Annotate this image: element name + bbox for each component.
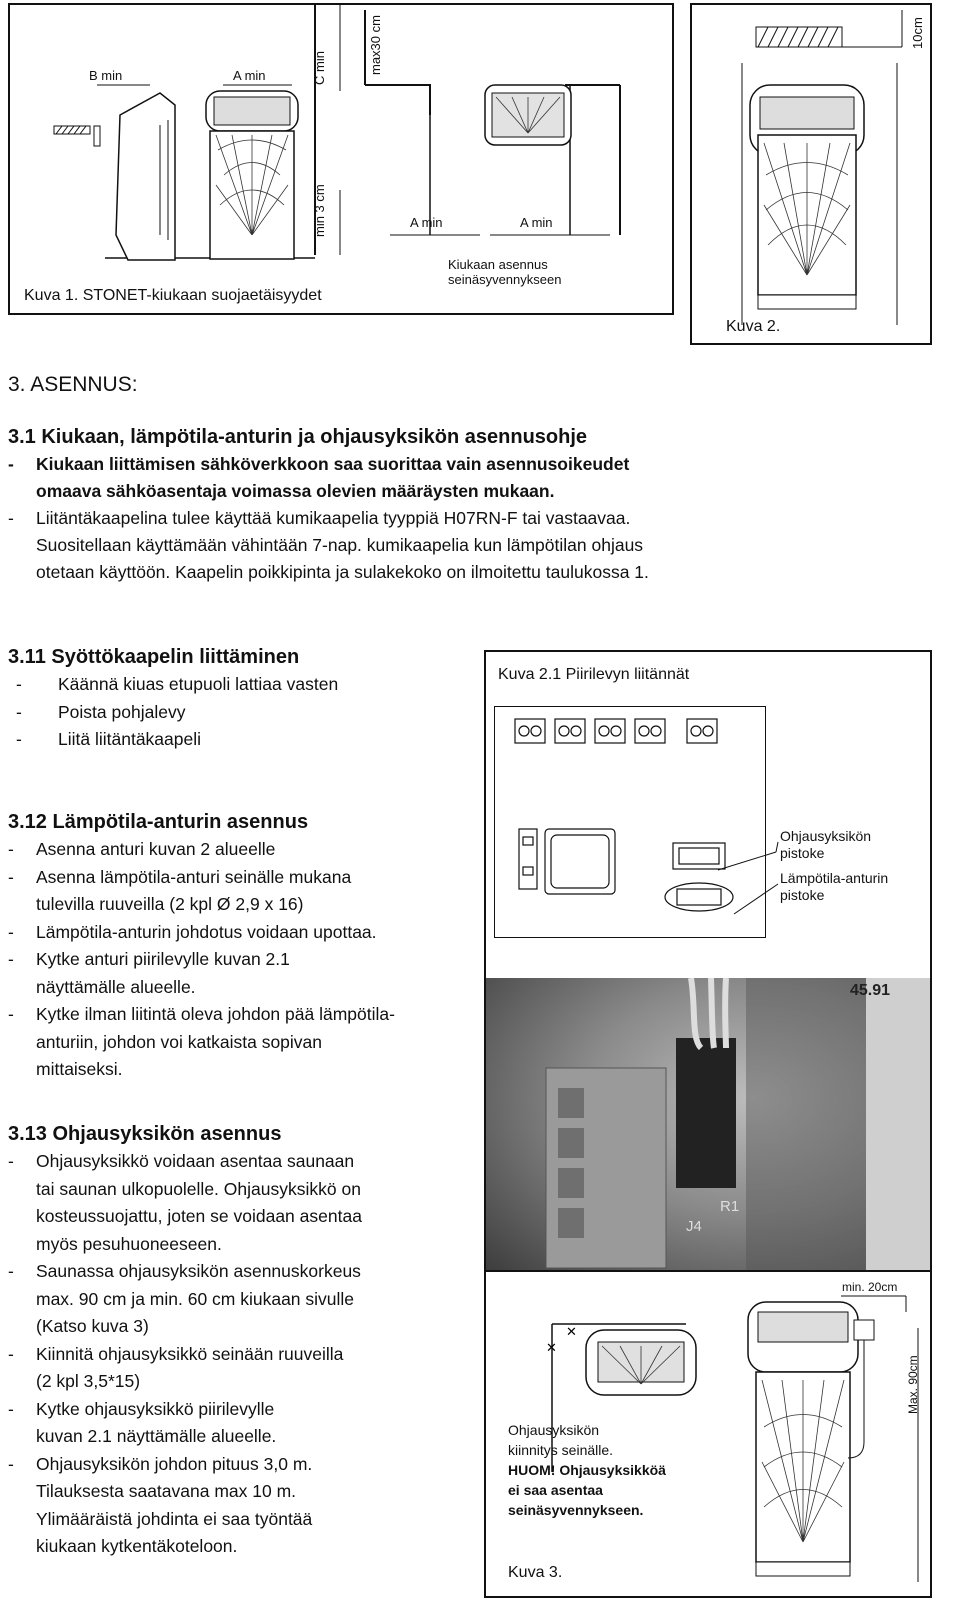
section-3-13 [8, 1120, 478, 1561]
section-3-11-heading: 3.11 Syöttökaapelin liittäminen [8, 646, 300, 668]
list-line: Tilauksesta saatavana max 10 m. [36, 1481, 297, 1501]
list-line: anturiin, johdon voi katkaista sopivan [36, 1031, 323, 1052]
label-min-20cm: min. 20cm [842, 1280, 898, 1294]
photo-text-top: 45.91 [850, 982, 891, 999]
caption-niche: Kiukaan asennus seinäsyvennykseen [448, 257, 562, 287]
label-max-90cm: Max. 90cm [906, 1355, 920, 1414]
svg-text:✕: ✕ [566, 1324, 577, 1339]
figure-3-caption: Kuva 3. [508, 1564, 563, 1581]
section-3-13-heading: 3.13 Ohjausyksikön asennus [8, 1123, 282, 1145]
label-c-min: C min [312, 51, 327, 85]
section-3-11 [8, 643, 478, 754]
list-line: - Kytke ilman liitintä oleva johdon pää lämpötila- [8, 1004, 395, 1024]
list-line: tulevilla ruuveilla (2 kpl Ø 2,9 x 16) [36, 894, 304, 914]
list-line: max. 90 cm ja min. 60 cm kiukaan sivulle [36, 1288, 355, 1309]
section-3-heading: 3. ASENNUS: [8, 373, 138, 396]
list-line: - Asenna anturi kuvan 2 alueelle [8, 839, 276, 859]
leader-lines [486, 652, 934, 952]
figure-2-1-caption: Kuva 2.1 Piirilevyn liitännät [498, 666, 690, 683]
list-line: kiukaan kytkentäkoteloon. [36, 1536, 238, 1556]
bullet-2-line-3: otetaan käyttöön. Kaapelin poikkipinta ja sulakekoko on ilmoitettu taulukossa 1. [36, 562, 649, 582]
section-3-1 [8, 424, 808, 586]
label-10cm: 10cm [910, 17, 925, 49]
list-line: - Lämpötila-anturin johdotus voidaan upottaa. [8, 921, 377, 942]
bullet-1-line-2: omaava sähköasentaja voimassa olevien määräysten mukaan. [36, 481, 555, 501]
list-line: mittaiseksi. [36, 1059, 123, 1079]
photo-text-r1: R1 [720, 1198, 740, 1215]
list-line: näyttämälle alueelle. [36, 976, 196, 997]
list-line: - Ohjausyksikön johdon pituus 3,0 m. [8, 1453, 313, 1474]
list-line: - Kytke anturi piirilevylle kuvan 2.1 [8, 949, 290, 969]
label-a-min-niche-right: A min [520, 215, 553, 230]
label-a-min: A min [233, 68, 266, 83]
list-item: - Liitä liitäntäkaapeli [16, 729, 202, 749]
list-line: (Katso kuva 3) [36, 1316, 149, 1336]
label-b-min: B min [89, 68, 123, 83]
bullet-dash: - [8, 508, 14, 528]
list-line: Ylimääräistä johdinta ei saa työntää [36, 1508, 313, 1529]
figure-2 [690, 3, 932, 345]
bullet-1-line-1: Kiukaan liittämisen sähköverkkoon saa suorittaa vain asennusoikeudet [36, 454, 630, 474]
svg-text:✕: ✕ [546, 1340, 557, 1355]
list-line: tai saunan ulkopuolelle. Ohjausyksikkö on [36, 1178, 361, 1199]
list-line: - Saunassa ohjausyksikön asennuskorkeus [8, 1261, 361, 1281]
bullet-2-line-2: Suositellaan käyttämään vähintään 7-nap. kumikaapelia kun lämpötilan ohjaus [36, 535, 644, 555]
list-item: - Poista pohjalevy [16, 701, 186, 722]
section-3-1-bullet-2 [8, 505, 808, 586]
photo-text-j4: J4 [686, 1218, 702, 1235]
figure-2-caption: Kuva 2. [726, 318, 781, 335]
figure-1 [8, 3, 674, 315]
label-min3: min 3 cm [312, 184, 327, 237]
list-line: - Kiinnitä ohjausyksikkö seinään ruuveilla [8, 1343, 344, 1364]
figure-2-1 [484, 650, 932, 1278]
list-line: kuvan 2.1 näyttämälle alueelle. [36, 1426, 277, 1446]
list-line: - Kytke ohjausyksikkö piirilevylle [8, 1398, 275, 1419]
section-3-1-bullet-1 [8, 451, 808, 505]
label-sensor-plug: Lämpötila-anturin pistoke [780, 870, 889, 903]
figure-1-caption: Kuva 1. STONET-kiukaan suojaetäisyydet [24, 287, 322, 304]
label-control-plug: Ohjausyksikön pistoke [780, 828, 872, 861]
label-a-min-niche-left: A min [410, 215, 443, 230]
section-3-12-heading: 3.12 Lämpötila-anturin asennus [8, 811, 309, 833]
circuit-board-photo [486, 978, 930, 1278]
list-item: - Käännä kiuas etupuoli lattiaa vasten [16, 674, 339, 694]
bullet-2-line-1: Liitäntäkaapelina tulee käyttää kumikaapelia tyyppiä H07RN-F tai vastaavaa. [36, 508, 631, 528]
section-3-12 [8, 808, 478, 1084]
bullet-dash: - [8, 454, 14, 474]
list-line: - Ohjausyksikkö voidaan asentaa saunaan [8, 1151, 355, 1171]
label-max30: max30 cm [368, 15, 383, 75]
figure-1-drawing [10, 5, 676, 317]
figure-3 [484, 1270, 932, 1598]
list-line: - Asenna lämpötila-anturi seinälle mukana [8, 866, 352, 887]
list-line: (2 kpl 3,5*15) [36, 1371, 141, 1391]
figure-3-note: Ohjausyksikön kiinnitys seinälle. HUOM! Ohjausyksikköä ei saa asentaa seinäsyvennykseen. [508, 1422, 666, 1518]
list-line: kosteussuojattu, joten se voidaan asentaa [36, 1206, 362, 1226]
figure-2-drawing [692, 5, 934, 347]
list-line: myös pesuhuoneeseen. [36, 1233, 222, 1254]
section-3-1-heading: 3.1 Kiukaan, lämpötila-anturin ja ohjausyksikön asennusohje [8, 426, 588, 448]
